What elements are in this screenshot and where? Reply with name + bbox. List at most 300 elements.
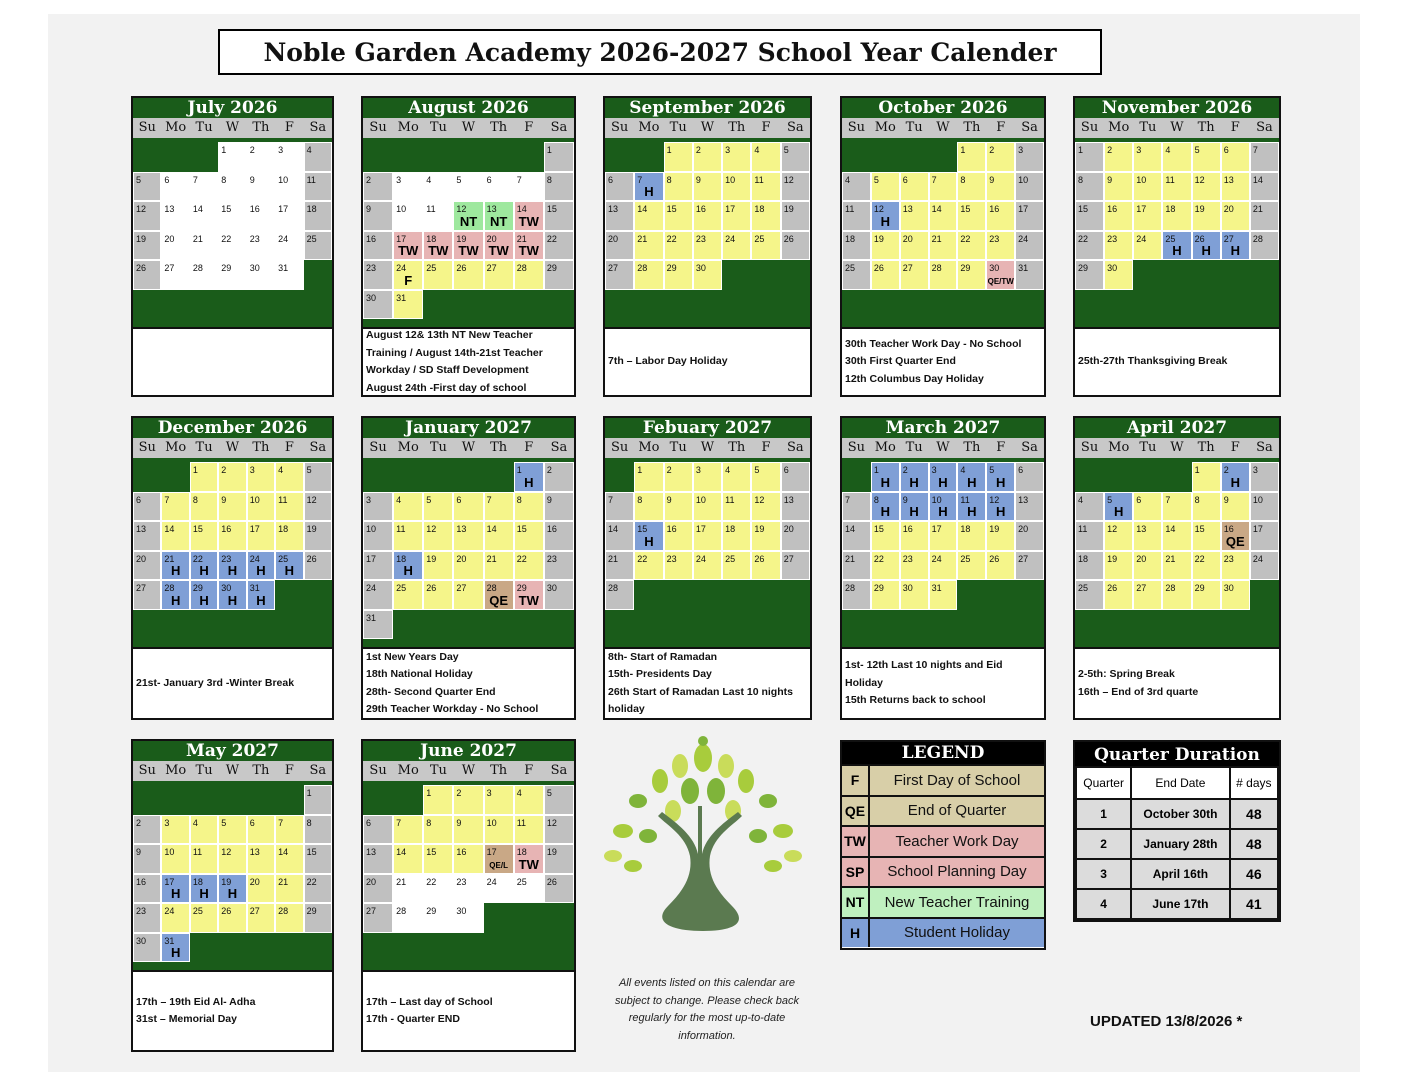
day-cell[interactable]	[363, 580, 393, 610]
day-cell[interactable]	[393, 521, 423, 551]
day-cell[interactable]	[1075, 172, 1104, 202]
day-cell[interactable]	[900, 201, 929, 231]
day-cell[interactable]	[1221, 231, 1250, 261]
day-cell[interactable]	[190, 551, 218, 581]
day-cell[interactable]	[751, 231, 780, 261]
day-cell[interactable]	[929, 172, 958, 202]
day-cell[interactable]	[363, 610, 393, 640]
day-cell[interactable]	[218, 815, 246, 845]
day-cell[interactable]	[363, 551, 393, 581]
day-cell[interactable]	[1133, 231, 1162, 261]
day-cell[interactable]	[514, 201, 544, 231]
day-cell[interactable]	[393, 231, 423, 261]
day-cell[interactable]	[1162, 580, 1191, 610]
day-cell[interactable]	[514, 462, 544, 492]
day-cell[interactable]	[1162, 231, 1191, 261]
day-cell[interactable]	[218, 551, 246, 581]
day-cell[interactable]	[304, 815, 332, 845]
day-cell[interactable]	[514, 844, 544, 874]
day-cell[interactable]	[453, 785, 483, 815]
day-cell[interactable]	[304, 231, 332, 261]
day-cell[interactable]	[957, 231, 986, 261]
day-cell[interactable]	[275, 903, 303, 933]
day-cell[interactable]	[423, 551, 453, 581]
day-cell[interactable]	[514, 580, 544, 610]
day-cell[interactable]	[1162, 142, 1191, 172]
day-cell[interactable]	[1133, 172, 1162, 202]
day-cell[interactable]	[871, 551, 900, 581]
day-cell[interactable]	[929, 551, 958, 581]
day-cell[interactable]	[423, 521, 453, 551]
day-cell[interactable]	[957, 521, 986, 551]
day-cell[interactable]	[484, 551, 514, 581]
day-cell[interactable]	[1104, 492, 1133, 522]
day-cell[interactable]	[722, 492, 751, 522]
day-cell[interactable]	[929, 201, 958, 231]
day-cell[interactable]	[275, 142, 303, 172]
day-cell[interactable]	[190, 815, 218, 845]
day-cell[interactable]	[781, 231, 810, 261]
day-cell[interactable]	[900, 521, 929, 551]
day-cell[interactable]	[1104, 201, 1133, 231]
day-cell[interactable]	[871, 521, 900, 551]
day-cell[interactable]	[393, 844, 423, 874]
day-cell[interactable]	[842, 260, 871, 290]
day-cell[interactable]	[514, 874, 544, 904]
day-cell[interactable]	[929, 521, 958, 551]
day-cell[interactable]	[900, 551, 929, 581]
day-cell[interactable]	[393, 580, 423, 610]
day-cell[interactable]	[544, 492, 574, 522]
day-cell[interactable]	[363, 903, 393, 933]
day-cell[interactable]	[423, 172, 453, 202]
day-cell[interactable]	[393, 172, 423, 202]
day-cell[interactable]	[986, 172, 1015, 202]
day-cell[interactable]	[190, 172, 218, 202]
day-cell[interactable]	[1133, 142, 1162, 172]
day-cell[interactable]	[871, 462, 900, 492]
day-cell[interactable]	[900, 231, 929, 261]
day-cell[interactable]	[218, 903, 246, 933]
day-cell[interactable]	[1221, 462, 1250, 492]
day-cell[interactable]	[363, 172, 393, 202]
day-cell[interactable]	[1015, 521, 1044, 551]
day-cell[interactable]	[133, 580, 161, 610]
day-cell[interactable]	[218, 260, 246, 290]
day-cell[interactable]	[842, 172, 871, 202]
day-cell[interactable]	[363, 201, 393, 231]
day-cell[interactable]	[605, 551, 634, 581]
day-cell[interactable]	[986, 231, 1015, 261]
day-cell[interactable]	[393, 492, 423, 522]
day-cell[interactable]	[605, 492, 634, 522]
day-cell[interactable]	[664, 172, 693, 202]
day-cell[interactable]	[514, 231, 544, 261]
day-cell[interactable]	[1162, 172, 1191, 202]
day-cell[interactable]	[484, 874, 514, 904]
day-cell[interactable]	[929, 462, 958, 492]
day-cell[interactable]	[393, 260, 423, 290]
day-cell[interactable]	[161, 903, 189, 933]
day-cell[interactable]	[393, 290, 423, 320]
day-cell[interactable]	[544, 844, 574, 874]
day-cell[interactable]	[423, 844, 453, 874]
day-cell[interactable]	[275, 172, 303, 202]
day-cell[interactable]	[393, 201, 423, 231]
day-cell[interactable]	[453, 201, 483, 231]
day-cell[interactable]	[190, 492, 218, 522]
day-cell[interactable]	[190, 903, 218, 933]
day-cell[interactable]	[304, 142, 332, 172]
day-cell[interactable]	[900, 580, 929, 610]
day-cell[interactable]	[247, 580, 275, 610]
day-cell[interactable]	[484, 580, 514, 610]
day-cell[interactable]	[605, 260, 634, 290]
day-cell[interactable]	[1015, 492, 1044, 522]
day-cell[interactable]	[161, 201, 189, 231]
day-cell[interactable]	[1104, 521, 1133, 551]
day-cell[interactable]	[247, 142, 275, 172]
day-cell[interactable]	[1015, 172, 1044, 202]
day-cell[interactable]	[664, 462, 693, 492]
day-cell[interactable]	[247, 172, 275, 202]
day-cell[interactable]	[605, 580, 634, 610]
day-cell[interactable]	[514, 260, 544, 290]
day-cell[interactable]	[247, 551, 275, 581]
day-cell[interactable]	[484, 492, 514, 522]
day-cell[interactable]	[190, 260, 218, 290]
day-cell[interactable]	[275, 462, 303, 492]
day-cell[interactable]	[363, 844, 393, 874]
day-cell[interactable]	[304, 551, 332, 581]
day-cell[interactable]	[693, 492, 722, 522]
day-cell[interactable]	[304, 844, 332, 874]
day-cell[interactable]	[218, 874, 246, 904]
day-cell[interactable]	[393, 874, 423, 904]
day-cell[interactable]	[1192, 172, 1221, 202]
day-cell[interactable]	[247, 260, 275, 290]
day-cell[interactable]	[871, 580, 900, 610]
day-cell[interactable]	[693, 172, 722, 202]
day-cell[interactable]	[133, 260, 161, 290]
day-cell[interactable]	[1104, 580, 1133, 610]
day-cell[interactable]	[929, 580, 958, 610]
day-cell[interactable]	[693, 551, 722, 581]
day-cell[interactable]	[1250, 521, 1279, 551]
day-cell[interactable]	[190, 580, 218, 610]
day-cell[interactable]	[453, 903, 483, 933]
day-cell[interactable]	[544, 462, 574, 492]
day-cell[interactable]	[664, 231, 693, 261]
day-cell[interactable]	[871, 231, 900, 261]
day-cell[interactable]	[363, 231, 393, 261]
day-cell[interactable]	[218, 492, 246, 522]
day-cell[interactable]	[275, 551, 303, 581]
day-cell[interactable]	[634, 231, 663, 261]
day-cell[interactable]	[605, 231, 634, 261]
day-cell[interactable]	[423, 580, 453, 610]
day-cell[interactable]	[218, 201, 246, 231]
day-cell[interactable]	[218, 462, 246, 492]
day-cell[interactable]	[1075, 231, 1104, 261]
day-cell[interactable]	[634, 172, 663, 202]
day-cell[interactable]	[190, 844, 218, 874]
day-cell[interactable]	[605, 201, 634, 231]
day-cell[interactable]	[986, 142, 1015, 172]
day-cell[interactable]	[544, 201, 574, 231]
day-cell[interactable]	[275, 231, 303, 261]
day-cell[interactable]	[1075, 260, 1104, 290]
day-cell[interactable]	[1104, 551, 1133, 581]
day-cell[interactable]	[161, 492, 189, 522]
day-cell[interactable]	[634, 521, 663, 551]
day-cell[interactable]	[247, 903, 275, 933]
day-cell[interactable]	[247, 874, 275, 904]
day-cell[interactable]	[1015, 142, 1044, 172]
day-cell[interactable]	[133, 903, 161, 933]
day-cell[interactable]	[1133, 201, 1162, 231]
day-cell[interactable]	[161, 172, 189, 202]
day-cell[interactable]	[133, 172, 161, 202]
day-cell[interactable]	[1015, 260, 1044, 290]
day-cell[interactable]	[133, 551, 161, 581]
day-cell[interactable]	[986, 521, 1015, 551]
day-cell[interactable]	[751, 462, 780, 492]
day-cell[interactable]	[1221, 172, 1250, 202]
day-cell[interactable]	[693, 521, 722, 551]
day-cell[interactable]	[161, 933, 189, 963]
day-cell[interactable]	[161, 551, 189, 581]
day-cell[interactable]	[957, 492, 986, 522]
day-cell[interactable]	[1075, 142, 1104, 172]
day-cell[interactable]	[161, 815, 189, 845]
day-cell[interactable]	[275, 201, 303, 231]
day-cell[interactable]	[1133, 492, 1162, 522]
day-cell[interactable]	[1075, 551, 1104, 581]
day-cell[interactable]	[957, 201, 986, 231]
day-cell[interactable]	[722, 172, 751, 202]
day-cell[interactable]	[1250, 172, 1279, 202]
day-cell[interactable]	[1075, 521, 1104, 551]
day-cell[interactable]	[484, 785, 514, 815]
day-cell[interactable]	[453, 844, 483, 874]
day-cell[interactable]	[1015, 201, 1044, 231]
day-cell[interactable]	[423, 815, 453, 845]
day-cell[interactable]	[363, 815, 393, 845]
day-cell[interactable]	[453, 172, 483, 202]
day-cell[interactable]	[871, 492, 900, 522]
day-cell[interactable]	[453, 521, 483, 551]
day-cell[interactable]	[693, 201, 722, 231]
day-cell[interactable]	[544, 231, 574, 261]
day-cell[interactable]	[781, 492, 810, 522]
day-cell[interactable]	[1250, 492, 1279, 522]
day-cell[interactable]	[1250, 201, 1279, 231]
day-cell[interactable]	[304, 903, 332, 933]
day-cell[interactable]	[693, 260, 722, 290]
day-cell[interactable]	[304, 201, 332, 231]
day-cell[interactable]	[693, 462, 722, 492]
day-cell[interactable]	[304, 874, 332, 904]
day-cell[interactable]	[693, 231, 722, 261]
day-cell[interactable]	[133, 933, 161, 963]
day-cell[interactable]	[722, 201, 751, 231]
day-cell[interactable]	[1221, 201, 1250, 231]
day-cell[interactable]	[544, 260, 574, 290]
day-cell[interactable]	[218, 580, 246, 610]
day-cell[interactable]	[957, 172, 986, 202]
day-cell[interactable]	[275, 260, 303, 290]
day-cell[interactable]	[275, 521, 303, 551]
day-cell[interactable]	[751, 142, 780, 172]
day-cell[interactable]	[664, 492, 693, 522]
day-cell[interactable]	[484, 201, 514, 231]
day-cell[interactable]	[1104, 231, 1133, 261]
day-cell[interactable]	[304, 462, 332, 492]
day-cell[interactable]	[133, 815, 161, 845]
day-cell[interactable]	[363, 521, 393, 551]
day-cell[interactable]	[1075, 580, 1104, 610]
day-cell[interactable]	[218, 172, 246, 202]
day-cell[interactable]	[423, 874, 453, 904]
day-cell[interactable]	[1192, 142, 1221, 172]
day-cell[interactable]	[1221, 142, 1250, 172]
day-cell[interactable]	[423, 260, 453, 290]
day-cell[interactable]	[247, 462, 275, 492]
day-cell[interactable]	[247, 492, 275, 522]
day-cell[interactable]	[751, 201, 780, 231]
day-cell[interactable]	[453, 492, 483, 522]
day-cell[interactable]	[1250, 551, 1279, 581]
day-cell[interactable]	[423, 903, 453, 933]
day-cell[interactable]	[722, 551, 751, 581]
day-cell[interactable]	[453, 231, 483, 261]
day-cell[interactable]	[1192, 492, 1221, 522]
day-cell[interactable]	[423, 785, 453, 815]
day-cell[interactable]	[751, 521, 780, 551]
day-cell[interactable]	[484, 815, 514, 845]
day-cell[interactable]	[1250, 462, 1279, 492]
day-cell[interactable]	[842, 580, 871, 610]
day-cell[interactable]	[693, 142, 722, 172]
day-cell[interactable]	[275, 874, 303, 904]
day-cell[interactable]	[900, 462, 929, 492]
day-cell[interactable]	[133, 492, 161, 522]
day-cell[interactable]	[275, 815, 303, 845]
day-cell[interactable]	[133, 201, 161, 231]
day-cell[interactable]	[1162, 201, 1191, 231]
day-cell[interactable]	[275, 492, 303, 522]
day-cell[interactable]	[871, 172, 900, 202]
day-cell[interactable]	[544, 142, 574, 172]
day-cell[interactable]	[423, 201, 453, 231]
day-cell[interactable]	[1221, 551, 1250, 581]
day-cell[interactable]	[247, 521, 275, 551]
day-cell[interactable]	[1162, 492, 1191, 522]
day-cell[interactable]	[781, 521, 810, 551]
day-cell[interactable]	[544, 580, 574, 610]
day-cell[interactable]	[453, 815, 483, 845]
day-cell[interactable]	[1192, 580, 1221, 610]
day-cell[interactable]	[1250, 231, 1279, 261]
day-cell[interactable]	[133, 231, 161, 261]
day-cell[interactable]	[605, 521, 634, 551]
day-cell[interactable]	[1104, 260, 1133, 290]
day-cell[interactable]	[664, 260, 693, 290]
day-cell[interactable]	[781, 462, 810, 492]
day-cell[interactable]	[781, 201, 810, 231]
day-cell[interactable]	[1192, 462, 1221, 492]
day-cell[interactable]	[605, 172, 634, 202]
day-cell[interactable]	[871, 260, 900, 290]
day-cell[interactable]	[363, 874, 393, 904]
day-cell[interactable]	[453, 874, 483, 904]
day-cell[interactable]	[544, 815, 574, 845]
day-cell[interactable]	[453, 551, 483, 581]
day-cell[interactable]	[218, 142, 246, 172]
day-cell[interactable]	[247, 815, 275, 845]
day-cell[interactable]	[1133, 551, 1162, 581]
day-cell[interactable]	[957, 551, 986, 581]
day-cell[interactable]	[781, 142, 810, 172]
day-cell[interactable]	[363, 290, 393, 320]
day-cell[interactable]	[634, 260, 663, 290]
day-cell[interactable]	[634, 462, 663, 492]
day-cell[interactable]	[190, 874, 218, 904]
day-cell[interactable]	[751, 172, 780, 202]
day-cell[interactable]	[1104, 142, 1133, 172]
day-cell[interactable]	[514, 172, 544, 202]
day-cell[interactable]	[514, 785, 544, 815]
day-cell[interactable]	[664, 551, 693, 581]
day-cell[interactable]	[722, 142, 751, 172]
day-cell[interactable]	[133, 874, 161, 904]
day-cell[interactable]	[842, 551, 871, 581]
day-cell[interactable]	[900, 260, 929, 290]
day-cell[interactable]	[842, 492, 871, 522]
day-cell[interactable]	[634, 492, 663, 522]
day-cell[interactable]	[423, 231, 453, 261]
day-cell[interactable]	[1162, 521, 1191, 551]
day-cell[interactable]	[514, 815, 544, 845]
day-cell[interactable]	[1133, 521, 1162, 551]
day-cell[interactable]	[247, 844, 275, 874]
day-cell[interactable]	[514, 551, 544, 581]
day-cell[interactable]	[190, 201, 218, 231]
day-cell[interactable]	[363, 260, 393, 290]
day-cell[interactable]	[1221, 580, 1250, 610]
day-cell[interactable]	[544, 521, 574, 551]
day-cell[interactable]	[1192, 521, 1221, 551]
day-cell[interactable]	[218, 231, 246, 261]
day-cell[interactable]	[957, 260, 986, 290]
day-cell[interactable]	[722, 462, 751, 492]
day-cell[interactable]	[393, 551, 423, 581]
day-cell[interactable]	[634, 201, 663, 231]
day-cell[interactable]	[190, 521, 218, 551]
day-cell[interactable]	[544, 172, 574, 202]
day-cell[interactable]	[247, 231, 275, 261]
day-cell[interactable]	[957, 142, 986, 172]
day-cell[interactable]	[634, 551, 663, 581]
day-cell[interactable]	[133, 521, 161, 551]
day-cell[interactable]	[842, 231, 871, 261]
day-cell[interactable]	[1221, 521, 1250, 551]
day-cell[interactable]	[986, 260, 1015, 290]
day-cell[interactable]	[664, 142, 693, 172]
day-cell[interactable]	[304, 492, 332, 522]
day-cell[interactable]	[900, 492, 929, 522]
